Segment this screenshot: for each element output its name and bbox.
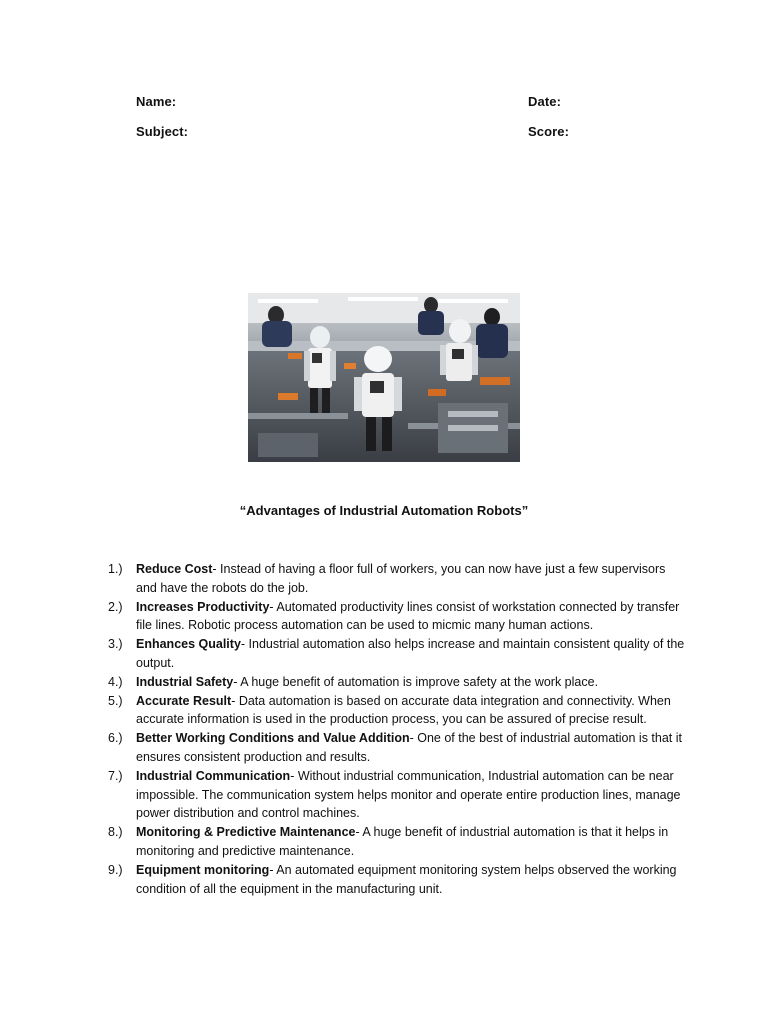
name-label: Name:: [136, 94, 177, 109]
item-term: Reduce Cost: [136, 562, 213, 576]
item-text: - Instead of having a floor full of workers, you can now have just a few supervisors and have the robots do the job.: [136, 562, 666, 595]
item-number: 7.): [108, 768, 123, 783]
item-number: 6.): [108, 731, 123, 746]
list-item: [108, 767, 688, 823]
list-item: [108, 598, 688, 636]
item-term: Monitoring & Predictive Maintenance: [136, 825, 356, 840]
item-term: Industrial Safety: [136, 674, 234, 689]
item-text: - Industrial automation also helps increase and maintain consistent quality of the output.: [136, 637, 685, 670]
item-number: 1.): [108, 562, 123, 576]
item-text: - Automated productivity lines consist of workstation connected by transfer file lines. Robotic process automation can be used to micmic many human actions.: [136, 599, 680, 633]
list-item: [108, 729, 688, 767]
list-item: [108, 560, 688, 598]
list-item: [108, 635, 688, 673]
item-number: 8.): [108, 825, 123, 840]
list-item: [108, 673, 688, 692]
item-term: Industrial Communication: [136, 768, 291, 783]
subject-label: Subject:: [136, 124, 189, 139]
worksheet-title: “Advantages of Industrial Automation Robots”: [239, 503, 529, 518]
item-term: Increases Productivity: [136, 599, 270, 614]
advantages-list: [108, 560, 688, 898]
item-text: - Data automation is based on accurate data integration and connectivity. When accurate information is used in the production process, you can be assured of precise result.: [136, 693, 671, 727]
item-text: - Without industrial communication, Industrial automation can be near impossible. The communication system helps monitor and operate entire production lines, manage power distribution and control machines.: [136, 768, 681, 821]
factory-robots-illustration: [248, 293, 520, 462]
item-number: 5.): [108, 693, 123, 708]
item-number: 4.): [108, 674, 123, 689]
item-term: Better Working Conditions and Value Addition: [136, 731, 410, 746]
factory-robots-photo: [248, 293, 520, 462]
item-text: - One of the best of industrial automation is that it ensures consistent production and results.: [136, 731, 682, 764]
date-label: Date:: [528, 94, 562, 109]
item-text: - A huge benefit of automation is improve safety at the work place.: [233, 674, 599, 689]
score-label: Score:: [528, 124, 570, 139]
list-item: [108, 861, 688, 899]
item-number: 9.): [108, 862, 123, 877]
item-term: Accurate Result: [136, 693, 232, 708]
item-text: - An automated equipment monitoring system helps observed the working condition of all the equipment in the manufacturing unit.: [136, 862, 677, 896]
item-number: 2.): [108, 599, 123, 614]
list-item: [108, 823, 688, 861]
list-item: [108, 692, 688, 730]
item-term: Enhances Quality: [136, 637, 241, 652]
item-number: 3.): [108, 637, 123, 652]
item-text: - A huge benefit of industrial automation is that it helps in monitoring and predictive maintenance.: [136, 825, 669, 858]
item-term: Equipment monitoring: [136, 862, 270, 877]
